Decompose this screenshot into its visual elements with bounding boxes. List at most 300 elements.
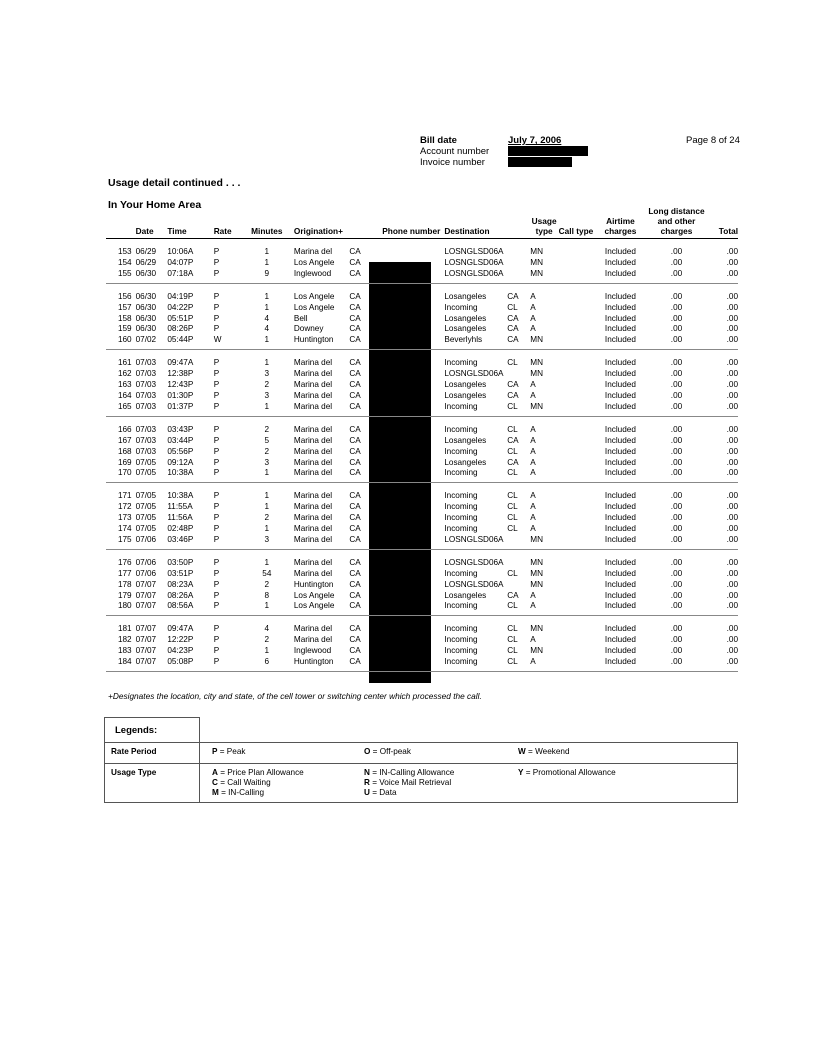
cell-minutes: 2 xyxy=(264,380,270,390)
cell-phone-number xyxy=(371,549,441,568)
cell-long-distance-charges: .00 xyxy=(670,624,683,634)
cell-airtime-charges: Included xyxy=(604,257,636,267)
cell-minutes: 2 xyxy=(264,579,270,589)
cell-time: 05:51P xyxy=(167,313,194,323)
legend-u-key: U xyxy=(364,788,370,797)
col-origination: Origination+ xyxy=(286,206,371,239)
cell-origination-state: CA xyxy=(349,380,361,390)
cell-phone-number xyxy=(371,324,441,335)
cell-destination: Losangeles xyxy=(444,435,487,445)
cell-origination-city: Marina del xyxy=(286,402,349,416)
cell-date: 07/05 xyxy=(135,502,157,512)
table-row xyxy=(106,391,738,402)
cell-date: 07/07 xyxy=(136,657,168,671)
cell-time: 04:19P xyxy=(167,291,194,301)
col-destination: Destination xyxy=(440,206,526,239)
cell-origination-state: CA xyxy=(349,646,361,656)
col-minutes: Minutes xyxy=(248,206,286,239)
cell-date: 07/05 xyxy=(135,524,157,534)
table-row xyxy=(106,468,738,482)
cell-usage-type: A xyxy=(530,390,536,400)
cell-destination: LOSNGLSD06A xyxy=(444,369,504,379)
cell-call-type xyxy=(558,303,594,314)
cell-origination-city: Marina del xyxy=(293,502,333,512)
table-row xyxy=(106,350,738,369)
cell-destination: Beverlyhls xyxy=(440,335,507,349)
cell-date: 07/03 xyxy=(135,390,157,400)
legend-c-key: C xyxy=(212,778,218,787)
cell-long-distance-charges: .00 xyxy=(670,358,683,368)
table-row xyxy=(106,436,738,447)
footnote: +Designates the location, city and state, of the cell tower or switching center which processed the call. xyxy=(108,691,482,701)
legend-weekend-key: W xyxy=(518,747,526,756)
cell-destination-state: CL xyxy=(507,358,518,368)
cell-phone-number xyxy=(371,258,441,269)
cell-destination-state: CL xyxy=(507,624,518,634)
cell-date: 07/03 xyxy=(135,424,157,434)
cell-minutes: 3 xyxy=(264,457,270,467)
cell-phone-number xyxy=(371,350,441,369)
col-time: Time xyxy=(167,206,209,239)
cell-long-distance-charges: .00 xyxy=(670,369,683,379)
cell-call-type xyxy=(558,549,594,568)
cell-time: 12:22P xyxy=(167,635,194,645)
cell-row-number: 161 xyxy=(117,358,132,368)
cell-minutes: 1 xyxy=(264,358,270,368)
cell-long-distance-charges: .00 xyxy=(670,502,683,512)
cell-total: .00 xyxy=(726,502,738,512)
cell-airtime-charges: Included xyxy=(604,646,636,656)
cell-total: .00 xyxy=(726,424,738,434)
cell-usage-type: A xyxy=(530,291,536,301)
table-row xyxy=(106,324,738,335)
cell-origination-state: CA xyxy=(349,435,361,445)
cell-date: 07/03 xyxy=(135,446,157,456)
cell-time: 08:26P xyxy=(167,324,194,334)
cell-origination-city: Inglewood xyxy=(293,646,332,656)
cell-origination-state: CA xyxy=(349,302,361,312)
cell-phone-number xyxy=(371,314,441,325)
cell-destination-state: CL xyxy=(507,491,518,501)
cell-destination: LOSNGLSD06A xyxy=(440,269,507,283)
legend-y-text: = Promotional Allowance xyxy=(523,768,616,777)
table-row xyxy=(106,569,738,580)
cell-time: 08:56A xyxy=(167,601,209,615)
cell-long-distance-charges: .00 xyxy=(647,335,706,349)
cell-long-distance-charges: .00 xyxy=(647,269,706,283)
cell-time: 10:38A xyxy=(167,468,209,482)
cell-airtime-charges: Included xyxy=(604,491,636,501)
cell-phone-number xyxy=(371,468,441,482)
cell-destination-state: CL xyxy=(507,524,518,534)
cell-time: 03:50P xyxy=(167,557,194,567)
cell-airtime-charges: Included xyxy=(604,247,636,256)
cell-destination-state xyxy=(507,580,526,591)
cell-phone-number xyxy=(371,416,441,435)
cell-long-distance-charges: .00 xyxy=(670,247,683,256)
cell-rate: P xyxy=(213,257,220,267)
cell-date: 07/03 xyxy=(135,369,157,379)
legend-peak-text: = Peak xyxy=(217,747,246,756)
cell-long-distance-charges: .00 xyxy=(647,601,706,615)
cell-time: 09:12A xyxy=(167,457,194,467)
cell-destination: Losangeles xyxy=(444,324,487,334)
cell-date: 07/06 xyxy=(135,557,157,567)
cell-origination-city: Los Angele xyxy=(293,302,335,312)
cell-total: .00 xyxy=(726,358,738,368)
cell-origination-city: Marina del xyxy=(293,446,333,456)
cell-long-distance-charges: .00 xyxy=(670,313,683,323)
cell-total: .00 xyxy=(726,257,738,267)
cell-rate: P xyxy=(213,524,220,534)
cell-destination-state: CL xyxy=(507,424,518,434)
table-row xyxy=(106,416,738,435)
cell-date: 06/29 xyxy=(135,247,157,256)
cell-rate: P xyxy=(213,446,220,456)
cell-airtime-charges: Included xyxy=(594,402,647,416)
cell-minutes: 6 xyxy=(248,657,286,671)
cell-origination-state: CA xyxy=(349,291,361,301)
cell-phone-number xyxy=(371,601,441,615)
cell-long-distance-charges: .00 xyxy=(647,535,706,549)
cell-origination-state: CA xyxy=(349,535,370,549)
cell-row-number: 170 xyxy=(106,468,136,482)
cell-time: 05:44P xyxy=(167,335,209,349)
legend-c-text: = Call Waiting xyxy=(217,778,271,787)
cell-destination-state: CA xyxy=(507,380,519,390)
cell-long-distance-charges: .00 xyxy=(647,468,706,482)
cell-call-type xyxy=(558,402,594,416)
cell-row-number: 153 xyxy=(117,247,132,256)
legend-title-spacer xyxy=(200,718,738,743)
cell-phone-number xyxy=(371,458,441,469)
cell-phone-number xyxy=(371,535,441,549)
cell-date: 07/07 xyxy=(135,635,157,645)
cell-destination: Losangeles xyxy=(444,313,487,323)
cell-origination-city: Marina del xyxy=(293,624,333,634)
cell-origination-state: CA xyxy=(349,424,361,434)
cell-destination-state xyxy=(507,549,526,568)
cell-date: 07/07 xyxy=(135,590,157,600)
cell-origination-city: Downey xyxy=(293,324,324,334)
cell-airtime-charges: Included xyxy=(604,557,636,567)
cell-origination-city: Marina del xyxy=(286,535,349,549)
cell-rate: P xyxy=(213,369,220,379)
cell-phone-number xyxy=(371,335,441,349)
cell-origination-state: CA xyxy=(349,358,361,368)
cell-phone-number xyxy=(371,239,441,258)
cell-row-number: 180 xyxy=(106,601,136,615)
cell-minutes: 5 xyxy=(264,435,270,445)
legend-offpeak-key: O xyxy=(364,747,371,756)
cell-time: 12:38P xyxy=(167,369,194,379)
cell-destination-state: CL xyxy=(507,635,518,645)
table-row xyxy=(106,335,738,349)
cell-time: 10:38A xyxy=(167,491,194,501)
legend-a-key: A xyxy=(212,768,218,777)
cell-usage-type: MN xyxy=(526,535,558,549)
cell-total: .00 xyxy=(726,513,738,523)
cell-long-distance-charges: .00 xyxy=(670,390,683,400)
col-rate: Rate xyxy=(210,206,248,239)
cell-destination: LOSNGLSD06A xyxy=(444,247,504,256)
cell-phone-number xyxy=(371,502,441,513)
table-row xyxy=(106,269,738,283)
cell-destination: Losangeles xyxy=(444,590,487,600)
cell-time: 04:07P xyxy=(167,257,194,267)
legend-u-text: = Data xyxy=(369,788,397,797)
cell-usage-type: A xyxy=(530,491,536,501)
cell-origination-state: CA xyxy=(349,335,370,349)
cell-usage-type: A xyxy=(530,524,536,534)
cell-origination-city: Huntington xyxy=(286,657,349,671)
cell-call-type xyxy=(558,447,594,458)
cell-origination-city: Marina del xyxy=(293,380,333,390)
cell-date: 07/06 xyxy=(136,535,168,549)
cell-call-type xyxy=(558,416,594,435)
legend-usage-col-1 xyxy=(212,768,304,798)
legend-weekend-text: = Weekend xyxy=(525,747,570,756)
table-row xyxy=(106,524,738,535)
cell-airtime-charges: Included xyxy=(604,635,636,645)
cell-destination-state: CL xyxy=(507,568,518,578)
cell-destination: Incoming xyxy=(444,446,478,456)
cell-airtime-charges: Included xyxy=(604,568,636,578)
col-usage-type: Usage type xyxy=(526,206,558,239)
cell-minutes: 1 xyxy=(248,402,286,416)
cell-rate: P xyxy=(213,302,220,312)
cell-time: 08:23A xyxy=(167,579,194,589)
cell-origination-city: Marina del xyxy=(293,424,333,434)
cell-usage-type: A xyxy=(530,435,536,445)
cell-total: .00 xyxy=(726,579,738,589)
cell-total: .00 xyxy=(726,302,738,312)
cell-destination: Incoming xyxy=(440,601,507,615)
cell-destination-state: CA xyxy=(507,291,519,301)
table-row xyxy=(106,258,738,269)
cell-usage-type: A xyxy=(530,446,536,456)
cell-time: 01:30P xyxy=(167,390,194,400)
legend-offpeak-text: = Off-peak xyxy=(370,747,411,756)
cell-time: 11:55A xyxy=(167,502,193,512)
cell-destination: Losangeles xyxy=(444,291,487,301)
cell-call-type xyxy=(558,350,594,369)
legend-y xyxy=(518,768,616,778)
cell-origination-state: CA xyxy=(349,457,361,467)
account-number-label: Account number xyxy=(420,146,490,157)
cell-rate: P xyxy=(213,568,220,578)
cell-destination-state xyxy=(507,369,526,380)
cell-destination-state: CA xyxy=(507,435,519,445)
table-row xyxy=(106,646,738,657)
cell-destination-state: CA xyxy=(507,590,519,600)
cell-rate: P xyxy=(213,291,220,301)
cell-call-type xyxy=(558,513,594,524)
cell-origination-city: Marina del xyxy=(293,457,333,467)
cell-date: 07/05 xyxy=(135,491,157,501)
cell-destination-state xyxy=(507,535,526,549)
cell-long-distance-charges: .00 xyxy=(670,568,683,578)
table-row xyxy=(106,380,738,391)
cell-row-number: 159 xyxy=(117,324,132,334)
cell-destination: LOSNGLSD06A xyxy=(440,535,507,549)
cell-call-type xyxy=(558,458,594,469)
cell-date: 06/30 xyxy=(135,302,157,312)
cell-phone-number xyxy=(371,616,441,635)
cell-time: 08:26A xyxy=(167,590,194,600)
cell-call-type xyxy=(558,436,594,447)
cell-origination-state: CA xyxy=(349,579,361,589)
usage-table xyxy=(106,206,738,672)
cell-minutes: 1 xyxy=(248,468,286,482)
cell-time: 01:37P xyxy=(167,402,209,416)
cell-airtime-charges: Included xyxy=(604,324,636,334)
cell-usage-type: A xyxy=(530,313,536,323)
cell-call-type xyxy=(558,269,594,283)
cell-call-type xyxy=(558,657,594,671)
legend-m xyxy=(212,788,304,798)
cell-origination-state: CA xyxy=(349,369,361,379)
cell-date: 07/07 xyxy=(135,646,157,656)
cell-minutes: 1 xyxy=(264,557,270,567)
table-row xyxy=(106,239,738,258)
cell-date: 07/05 xyxy=(135,457,157,467)
account-number-redaction xyxy=(508,146,588,156)
cell-destination: Incoming xyxy=(444,302,478,312)
cell-time: 11:56A xyxy=(167,513,193,523)
cell-origination-city: Bell xyxy=(293,313,308,323)
cell-airtime-charges: Included xyxy=(604,502,636,512)
cell-destination: Incoming xyxy=(440,657,507,671)
cell-airtime-charges: Included xyxy=(604,313,636,323)
legend-m-text: = IN-Calling xyxy=(218,788,265,797)
cell-minutes: 3 xyxy=(264,369,270,379)
cell-usage-type: MN xyxy=(530,568,543,578)
home-area-title: In Your Home Area xyxy=(108,199,202,211)
cell-origination-state: CA xyxy=(349,402,370,416)
cell-row-number: 176 xyxy=(117,557,132,567)
cell-usage-type: MN xyxy=(530,557,543,567)
cell-origination-state: CA xyxy=(349,657,370,671)
cell-row-number: 163 xyxy=(117,380,132,390)
cell-origination-state: CA xyxy=(349,313,361,323)
cell-destination-state: CL xyxy=(507,402,526,416)
cell-total: .00 xyxy=(726,635,738,645)
cell-row-number: 181 xyxy=(117,624,132,634)
legend-r-key: R xyxy=(364,778,370,787)
cell-origination-city: Marina del xyxy=(293,390,333,400)
cell-date: 06/30 xyxy=(135,291,157,301)
cell-origination-city: Marina del xyxy=(293,491,333,501)
cell-long-distance-charges: .00 xyxy=(670,646,683,656)
cell-phone-number xyxy=(371,569,441,580)
cell-minutes: 4 xyxy=(264,313,270,323)
cell-total: .00 xyxy=(726,568,738,578)
cell-total: .00 xyxy=(726,390,738,400)
legend-usage-type-row xyxy=(105,764,738,803)
cell-origination-city: Los Angele xyxy=(286,601,349,615)
cell-total: .00 xyxy=(726,369,738,379)
page-number: Page 8 of 24 xyxy=(686,135,740,146)
legend-n-text: = IN-Calling Allowance xyxy=(369,768,455,777)
cell-total: .00 xyxy=(726,646,738,656)
cell-total: .00 xyxy=(726,590,738,600)
cell-usage-type: A xyxy=(530,324,536,334)
cell-destination: Incoming xyxy=(444,646,478,656)
cell-origination-city: Marina del xyxy=(293,513,333,523)
cell-phone-number xyxy=(371,303,441,314)
cell-rate: P xyxy=(213,635,220,645)
cell-rate: P xyxy=(213,390,220,400)
cell-origination-city: Marina del xyxy=(293,635,333,645)
cell-date: 07/06 xyxy=(135,568,157,578)
cell-origination-state: CA xyxy=(349,269,370,283)
cell-long-distance-charges: .00 xyxy=(670,579,683,589)
cell-minutes: 1 xyxy=(264,247,270,256)
cell-row-number: 155 xyxy=(106,269,136,283)
cell-call-type xyxy=(558,380,594,391)
cell-destination: Losangeles xyxy=(444,457,487,467)
cell-call-type xyxy=(558,569,594,580)
cell-phone-number xyxy=(371,513,441,524)
cell-airtime-charges: Included xyxy=(604,380,636,390)
cell-call-type xyxy=(558,335,594,349)
cell-call-type xyxy=(558,524,594,535)
cell-long-distance-charges: .00 xyxy=(670,435,683,445)
cell-minutes: 3 xyxy=(248,535,286,549)
cell-row-number: 160 xyxy=(106,335,136,349)
cell-destination: Incoming xyxy=(444,513,478,523)
cell-long-distance-charges: .00 xyxy=(670,446,683,456)
cell-call-type xyxy=(558,369,594,380)
table-row xyxy=(106,314,738,325)
cell-phone-number xyxy=(371,402,441,416)
cell-minutes: 1 xyxy=(264,257,270,267)
legend-a-text: = Price Plan Allowance xyxy=(217,768,304,777)
cell-usage-type: A xyxy=(530,302,536,312)
legend-usage-col-3 xyxy=(518,768,616,778)
cell-phone-number xyxy=(371,269,441,283)
cell-time: 03:44P xyxy=(167,435,194,445)
cell-date: 07/05 xyxy=(135,513,157,523)
cell-minutes: 1 xyxy=(264,491,270,501)
cell-total: .00 xyxy=(726,491,738,501)
cell-origination-city: Marina del xyxy=(293,568,333,578)
legend-y-key: Y xyxy=(518,768,524,777)
cell-destination: Incoming xyxy=(444,568,478,578)
cell-total: .00 xyxy=(726,557,738,567)
cell-date: 07/03 xyxy=(135,380,157,390)
cell-destination: Losangeles xyxy=(444,390,487,400)
cell-usage-type: A xyxy=(530,502,536,512)
cell-usage-type: MN xyxy=(530,624,543,634)
col-row-number xyxy=(106,206,136,239)
cell-destination-state: CA xyxy=(507,390,519,400)
cell-rate: P xyxy=(213,513,220,523)
cell-origination-state: CA xyxy=(349,247,361,256)
cell-origination-city: Huntington xyxy=(293,579,334,589)
col-call-type: Call type xyxy=(558,206,594,239)
cell-airtime-charges: Included xyxy=(604,435,636,445)
cell-destination: Incoming xyxy=(440,468,507,482)
cell-destination-state: CA xyxy=(507,457,519,467)
cell-long-distance-charges: .00 xyxy=(670,302,683,312)
legend-rate-period-label: Rate Period xyxy=(105,743,200,764)
cell-usage-type: A xyxy=(530,635,536,645)
cell-origination-city: Huntington xyxy=(286,335,349,349)
cell-row-number: 156 xyxy=(117,291,132,301)
cell-destination-state: CA xyxy=(507,313,519,323)
